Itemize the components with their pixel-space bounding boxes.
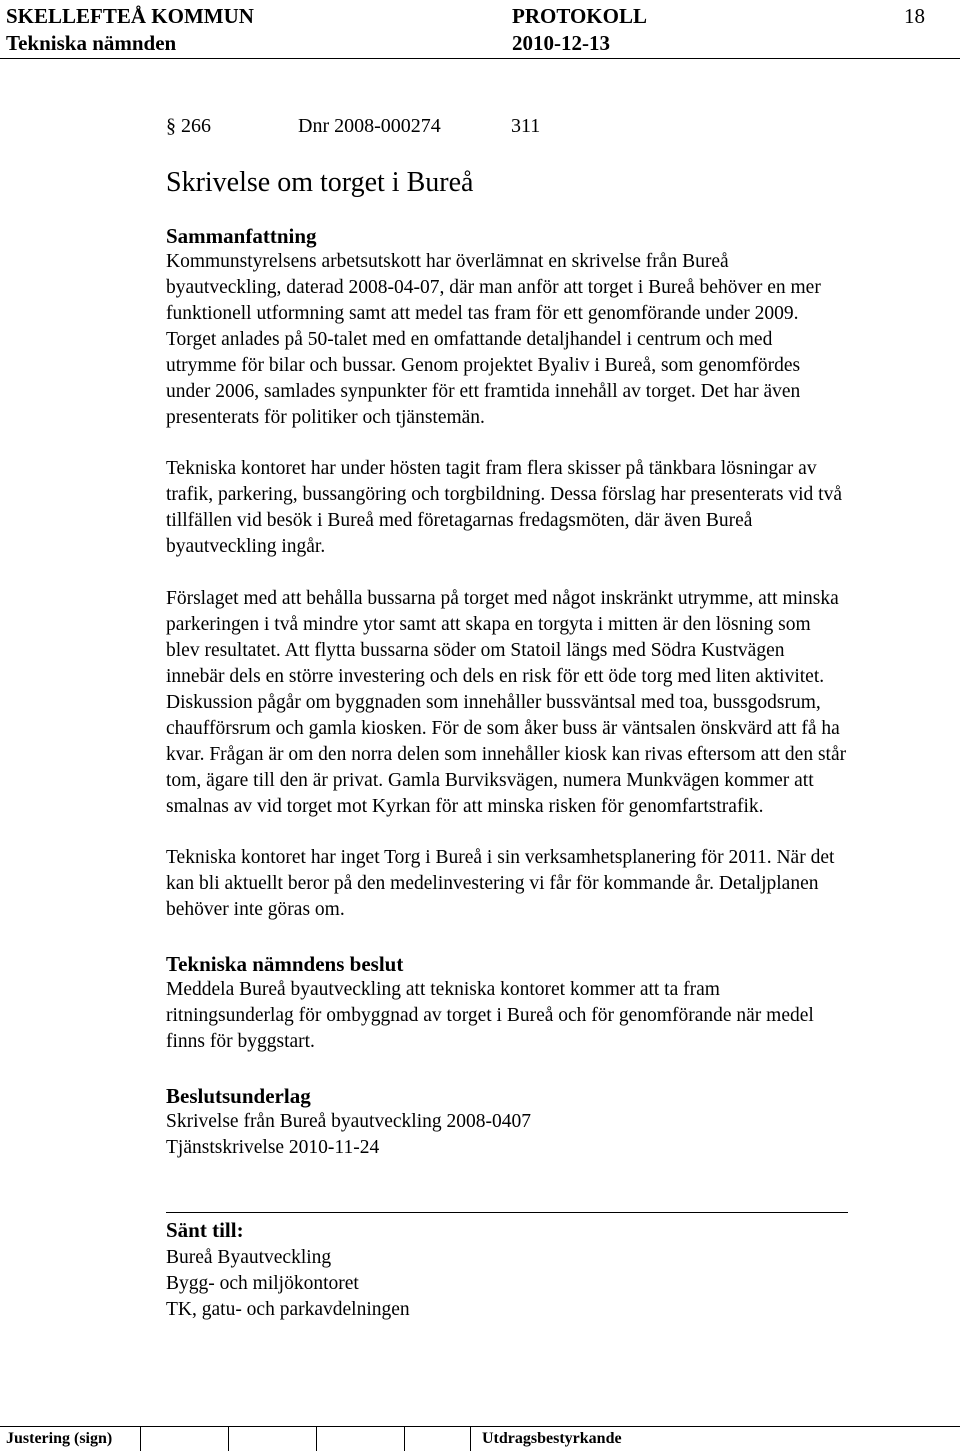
text-line: blev resultatet. Att flytta bussarna söder om Statoil längs med Södra Kustvägen (166, 640, 785, 661)
text-line: kan bli aktuellt beror på den medelinvestering vi får för kommande år. Detaljplanen (166, 873, 819, 894)
text-line: Tekniska kontoret har under hösten tagit fram flera skisser på tänkbara lösningar av (166, 458, 817, 479)
text-line: utrymme för bilar och bussar. Genom projektet Byaliv i Bureå, som genomfördes (166, 355, 801, 376)
board-name: Tekniska nämnden (6, 31, 177, 55)
text-line: finns för byggstart. (166, 1031, 315, 1052)
text-line: Tekniska kontoret har inget Torg i Bureå i sin verksamhetsplanering för 2011. När det (166, 847, 835, 868)
signature-box-divider (470, 1426, 471, 1451)
case-reference (166, 113, 540, 139)
list-item: Bureå Byautveckling (166, 1247, 332, 1268)
text-line: Diskussion pågår om byggnaden som innehåller bussväntsal med toa, bussgodsrum, (166, 692, 821, 713)
text-line: behöver inte göras om. (166, 899, 345, 920)
meeting-date: 2010-12-13 (512, 31, 610, 55)
text-line: tom, ägare till den är privat. Gamla Burviksvägen, numera Munkvägen kommer att (166, 770, 814, 791)
text-line: Meddela Bureå byautveckling att tekniska kontoret kommer att ta fram (166, 979, 720, 1000)
signature-box-divider (140, 1426, 141, 1451)
document-type: PROTOKOLL (512, 4, 647, 28)
text-line: Torget anlades på 50-talet med en omfattande detaljhandel i centrum och med (166, 329, 773, 350)
text-line: chaufförsrum och gamla kiosken. För de som åker buss är väntsalen önskvärd att få ha (166, 718, 840, 739)
decision-heading: Tekniska nämndens beslut (166, 952, 404, 976)
summary-heading: Sammanfattning (166, 224, 317, 248)
signature-label: Justering (sign) (6, 1430, 113, 1447)
separator-line (166, 1212, 848, 1213)
text-line: tillfällen vid besök i Bureå med företagarnas fredagsmöten, där även Bureå (166, 510, 753, 531)
summary-paragraph-2 (166, 456, 960, 560)
list-item: Skrivelse från Bureå byautveckling 2008-0407 (166, 1111, 531, 1132)
text-line: byautveckling ingår. (166, 536, 326, 557)
page-number: 18 (904, 4, 925, 28)
organization-name: SKELLEFTEÅ KOMMUN (6, 4, 254, 28)
signature-box-divider (228, 1426, 229, 1451)
text-line: ritningsunderlag för ombyggnad av torget i Bureå och för genomförande när medel (166, 1005, 814, 1026)
decision-text (166, 977, 960, 1055)
text-line: byautveckling, daterad 2008-04-07, där man anför att torget i Bureå behöver en mer (166, 277, 821, 298)
list-item: TK, gatu- och parkavdelningen (166, 1299, 410, 1320)
page-title: Skrivelse om torget i Bureå (166, 167, 474, 198)
text-line: Kommunstyrelsens arbetsutskott har överlämnat en skrivelse från Bureå (166, 251, 729, 272)
summary-paragraph-1 (166, 249, 960, 431)
signature-box-divider (404, 1426, 405, 1451)
list-item: Bygg- och miljökontoret (166, 1273, 359, 1294)
text-line: trafik, parkering, bussangöring och torgbildning. Dessa förslag har presenterats vid två (166, 484, 843, 505)
signature-box-divider (316, 1426, 317, 1451)
basis-list (166, 1109, 960, 1161)
summary-paragraph-4 (166, 845, 960, 923)
text-line: under 2006, samlades synpunkter för ett framtida innehåll av torget. Det har även (166, 381, 801, 402)
case-code: 311 (511, 115, 541, 137)
text-line: parkeringen i två mindre ytor samt att skapa en torgyta i mitten är den lösning som (166, 614, 811, 635)
basis-heading: Beslutsunderlag (166, 1084, 311, 1108)
footer-rule (0, 1426, 960, 1427)
sent-to-heading: Sänt till: (166, 1218, 244, 1242)
text-line: presenterats för politiker och tjänstemän. (166, 407, 485, 428)
summary-paragraph-3 (166, 586, 960, 820)
header-rule (0, 58, 960, 59)
text-line: kvar. Frågan är om den norra delen som innehåller kiosk kan rivas eftersom att den står (166, 744, 847, 765)
text-line: innebär dels en större investering och dels en risk för ett öde torg med liten aktivitet. (166, 666, 825, 687)
sent-to-list (166, 1245, 960, 1323)
text-line: Förslaget med att behålla bussarna på torget med något inskränkt utrymme, att minska (166, 588, 839, 609)
list-item: Tjänstskrivelse 2010-11-24 (166, 1137, 380, 1158)
text-line: smalnas av vid torget mot Kyrkan för att minska risken för genomfartstrafik. (166, 796, 764, 817)
extract-certification-label: Utdragsbestyrkande (482, 1430, 622, 1447)
section-number: § 266 (166, 115, 211, 137)
text-line: funktionell utformning samt att medel tas fram för ett genomförande under 2009. (166, 303, 799, 324)
dnr-number: Dnr 2008-000274 (298, 115, 441, 137)
